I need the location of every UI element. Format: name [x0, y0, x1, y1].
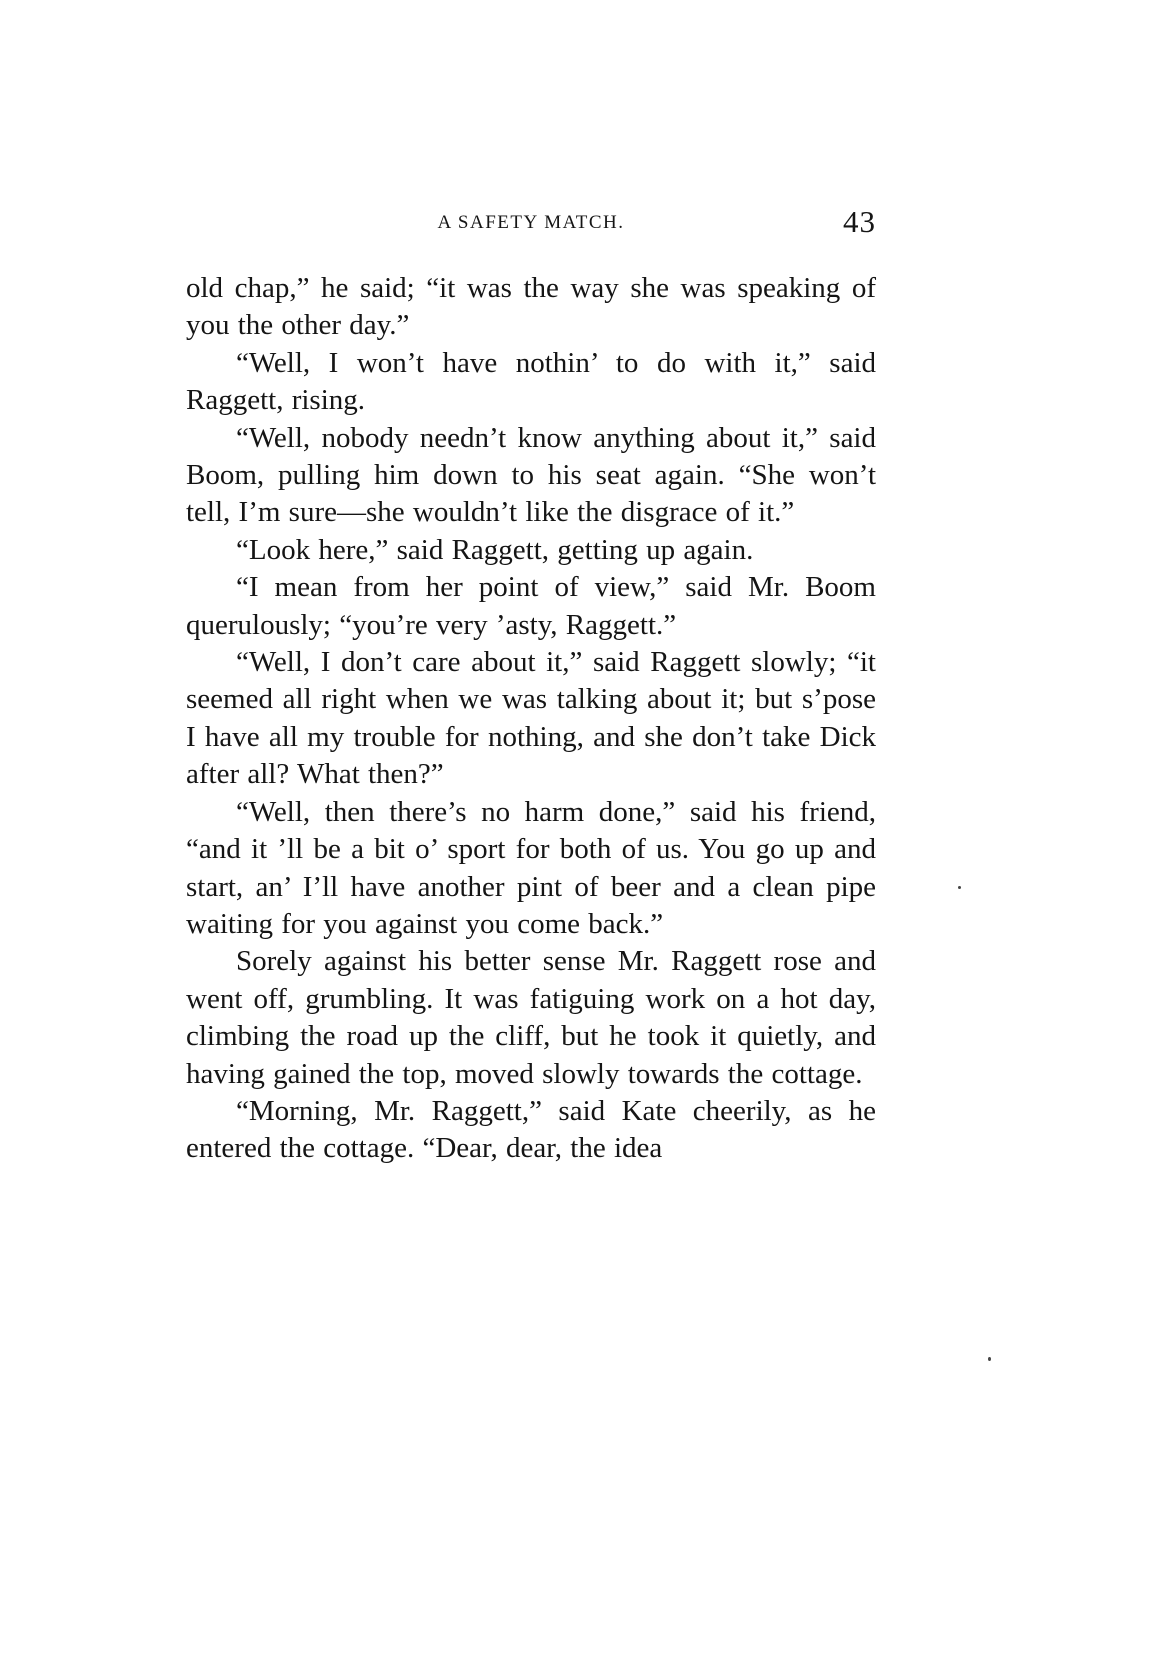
running-head	[186, 204, 876, 248]
running-title: A SAFETY MATCH.	[437, 212, 625, 233]
body-text	[186, 270, 876, 1168]
page-number: 43	[843, 204, 876, 239]
paragraph: “Well, I don’t care about it,” said Raggett slowly; “it seemed all right when we was talking about it; but s’pose I have all my trouble for nothing, and she don’t take Dick after all? What then?”	[186, 646, 876, 791]
paragraph: old chap,” he said; “it was the way she was speaking of you the other day.”	[186, 272, 876, 342]
paragraph: “Look here,” said Raggett, getting up again.	[236, 533, 754, 566]
paragraph: “Well, nobody needn’t know anything about it,” said Boom, pulling him down to his seat again. “She won’t tell, I’m sure—she wouldn’t like the disgrace of it.”	[186, 421, 876, 529]
print-speck	[988, 1357, 991, 1361]
paragraph: Sorely against his better sense Mr. Raggett rose and went off, grumbling. It was fatiguing work on a hot day, climbing the road up the cliff, but he took it quietly, and having gained the top, moved slowly towards the cottage.	[186, 945, 876, 1090]
paragraph: “Morning, Mr. Raggett,” said Kate cheerily, as he entered the cottage. “Dear, dear, the idea	[186, 1094, 876, 1165]
paragraph: “I mean from her point of view,” said Mr. Boom querulously; “you’re very ’asty, Raggett.”	[186, 571, 876, 641]
paragraph: “Well, then there’s no harm done,” said his friend, “and it ’ll be a bit o’ sport for both of us. You go up and start, an’ I’ll have another pint of beer and a clean pipe waiting for you against you come back.”	[186, 795, 876, 940]
paragraph: “Well, I won’t have nothin’ to do with it,” said Raggett, rising.	[186, 346, 876, 417]
print-speck	[958, 886, 961, 889]
